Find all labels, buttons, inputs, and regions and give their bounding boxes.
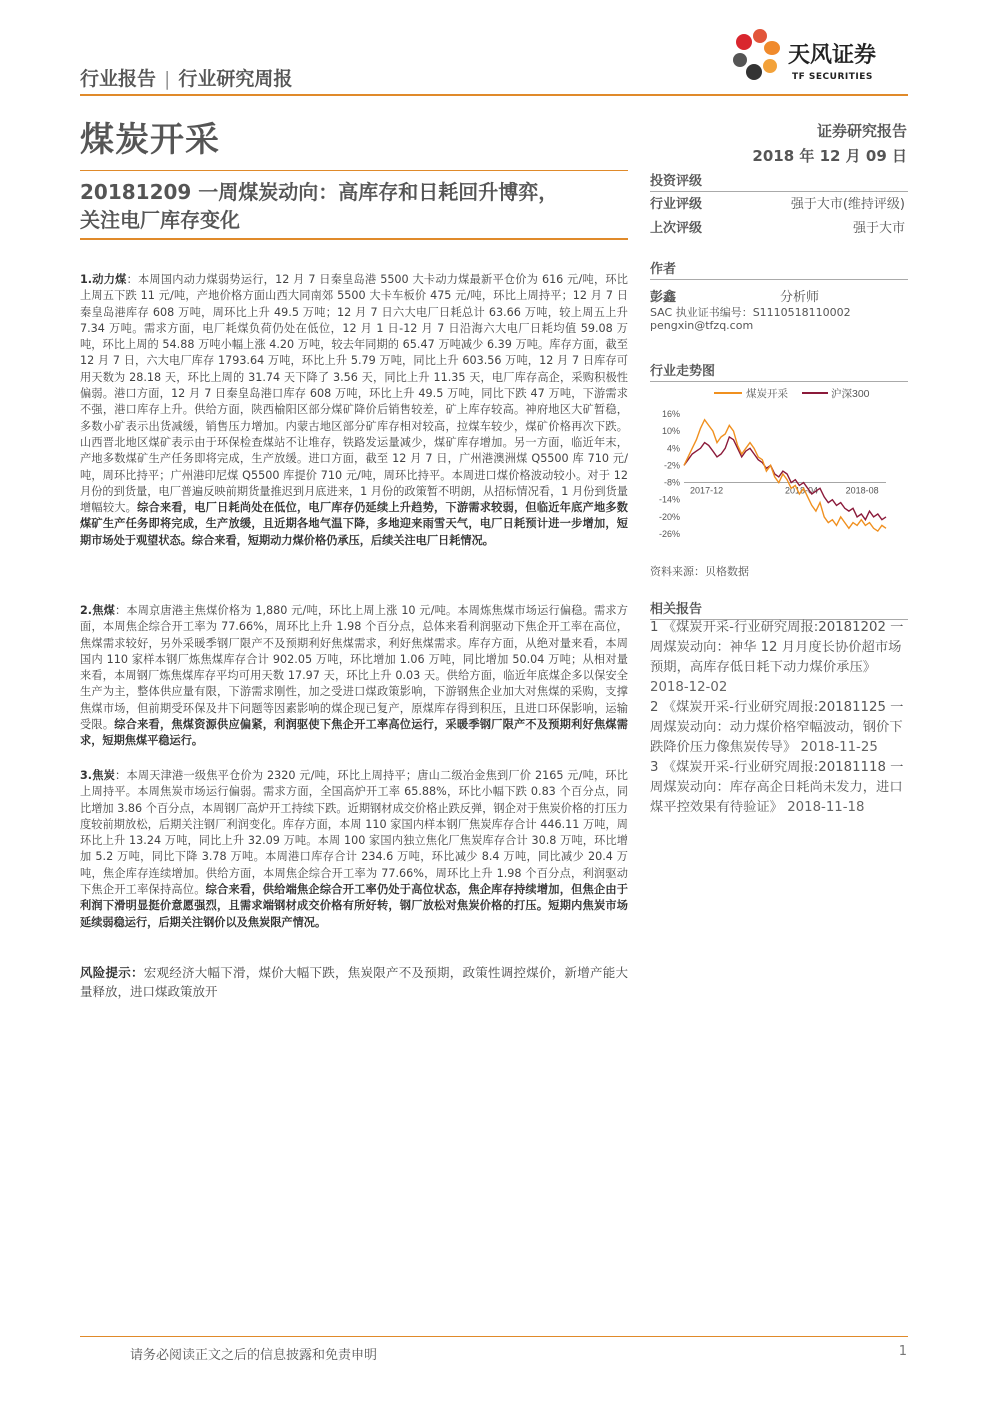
author-row (650, 286, 905, 305)
risk-text: 宏观经济大幅下滑，煤价大幅下跌，焦炭限产不及预期，政策性调控煤价，新增产能大量释放，进口煤政策放开 (80, 965, 628, 999)
sector-title: 煤炭开采 (80, 120, 220, 160)
author-name: 彭鑫 (650, 290, 677, 305)
para-text: ：本周国内动力煤弱势运行，12 月 7 日秦皇岛港 5500 大卡动力煤最新平仓价为 616 元/吨，环比上周五下跌 11 元/吨，产地价格方面山西大同南郊 5500 大卡车板价 475 元/吨，环比上周持平；12 月 7 日秦皇岛港库存 608 万吨，周环比上升 49.5 万吨；12 月 7 日六大电厂日耗总计 63.66 万吨，较上周五上升 7.34 万吨。需求方面，电厂耗煤负荷仍处在低位，12 月 1 日-12 月 7 日沿海六大电厂日耗均值 59.08 万吨，环比上周的 54.88 万吨小幅上涨 4.20 万吨，较去年同期的 65.47 万吨减少 6.39 万吨。库存方面，截至 12 月 7 日，六大电厂库存 1793.64 万吨，环比上升 5.79 万吨，同比上升 603.56 万吨，12 月 7 日库存可用天数为 28.18 天，环比上周的 31.74 天下降了 3.56 天，同比上升 11.35 天，电厂库存高企，采购积极性偏弱。港口方面，12 月 7 日秦皇岛港口库存 608 万吨，环比上升 49.5 万吨，同比下跌 47 万吨，下游需求不强，港口库存上升。供给方面，陕西榆阳区部分煤矿降价后销售较差，矿上库存较高。神府地区大矿暂稳，多数小矿表示出货减缓，销售压力增加。内蒙古地区部分矿库存相对较高，拉煤车较少，煤矿价格再次下跌。山西晋北地区煤矿表示由于环保检查煤站不让堆存，铁路发运量减少，煤矿库存增加。另一方面，临近年末，产地多数煤矿生产任务即将完成，生产放缓。进口方面，截至 12 月 7 日，广州港澳洲煤 Q5500 库 710 元/吨，周环比持平；广州港印尼煤 Q5500 库提价 710 元/吨，周环比持平。本周进口煤价格波动较小。对于 12 月份的到货量，电厂普遍反映前期货量推迟到月底进来，1 月份的政策暂不明朗，从招标情况看，1 月份到货量增幅较大。 (80, 273, 628, 515)
category-label: 行业报告 (80, 68, 157, 90)
y-tick-label: -20% (658, 511, 680, 522)
para-text: ：本周天津港一级焦平仓价为 2320 元/吨，环比上周持平；唐山二级冶金焦到厂价 2165 元/吨，环比上周持平。本周焦炭市场运行偏弱。需求方面，全国高炉开工率 65.88%，环比小幅下跌 0.83 个百分点，同比增加 3.86 个百分点，本周钢厂高炉开工持续下跌。近期钢材成交价格止跌反弹，钢企对于焦炭价格的打压力度较前期放松，后期关注钢厂利润变化。库存方面，本周 110 家国内样本钢厂焦炭库存合计 446.11 万吨，周环比上升 13.24 万吨，同比上升 32.09 万吨。本周 100 家国内独立焦化厂焦炭库存合计 30.8 万吨，环比增加 5.2 万吨，同比下降 3.78 万吨。本周港口库存合计 234.6 万吨，环比减少 8.4 万吨，同比减少 20.4 万吨，焦企库存连续增加。供给方面，本周焦企综合开工率为 77.66%，周环比上升 1.98 个百分点，利润驱动下焦企开工率保持高位。 (80, 769, 628, 897)
risk-label: 风险提示： (80, 965, 144, 980)
y-tick-label: -26% (658, 529, 680, 539)
chart-series (684, 420, 886, 531)
prev-rating-row (650, 217, 905, 236)
brand-name-cn: 天风证券 (788, 43, 877, 68)
para-conclusion: 综合来看，供给端焦企综合开工率仍处于高位状态，焦企库存持续增加，但焦企由于利润下滑明显挺价意愿强烈，且需求端钢材成交价格有所好转，钢厂放松对焦炭价格的打压。短期内焦炭市场延续弱稳运行，后期关注钢价以及焦炭限产情况。 (80, 883, 628, 929)
legend-label-hs300: 沪深300 (831, 388, 870, 400)
separator: | (164, 68, 171, 90)
para-conclusion: 综合来看，焦煤资源供应偏紧，利润驱使下焦企开工率高位运行，采暖季钢厂限产不及预期利好焦煤需求，短期焦煤平稳运行。 (80, 718, 628, 748)
x-tick-label: 2017-12 (690, 485, 724, 496)
related-report-item[interactable]: 1 《煤炭开采-行业研究周报:20181202 一周煤炭动向：神华 12 月月度长协价超市场预期，高库存低日耗下动力煤价承压》 2018-12-02 (650, 620, 904, 695)
related-report-item[interactable]: 2 《煤炭开采-行业研究周报:20181125 一周煤炭动向：动力煤价格窄幅波动，钢价下跌降价压力像焦炭传导》 2018-11-25 (650, 700, 904, 755)
brand-name-en: TF SECURITIES (792, 72, 873, 82)
related-reports-list (650, 618, 908, 818)
chart-heading: 行业走势图 (650, 360, 908, 382)
paragraph-thermal-coal (80, 272, 628, 549)
chart-source: 资料来源：贝格数据 (650, 565, 749, 578)
page-number: 1 (898, 1344, 907, 1359)
y-tick-label: -8% (663, 477, 680, 488)
chart-legend (714, 387, 870, 400)
prev-rating-label: 上次评级 (650, 221, 703, 236)
paragraph-coking-coal (80, 603, 628, 750)
title-top-rule (80, 170, 628, 171)
author-heading: 作者 (650, 258, 908, 280)
industry-rating-label: 行业评级 (650, 197, 703, 212)
para-text: ：本周京唐港主焦煤价格为 1,880 元/吨，环比上周上涨 10 元/吨。本周炼焦煤市场运行偏稳。需求方面，本周焦企综合开工率为 77.66%，周环比上升 1.98 个百分点，总体来看利润驱动下焦企开工率在高位，焦煤需求较好，另外采暖季钢厂限产不及预期利好焦煤需求，利好焦煤需求。库存方面，从绝对量来看，本周国内 110 家样本钢厂炼焦煤库存合计 902.05 万吨，环比增加 1.06 万吨，同比增加 50.04 万吨；从相对量来看，本周钢厂炼焦煤库存平均可用天数 17.97 天，环比上升 0.03 天。供给方面，临近年底煤企多以保安全生产为主，整体供应量有限，下游需求刚性，加之受进口煤政策影响，下游钢焦企业加大对焦煤的采购，支撑焦煤市场，但前期受环保及井下问题等因素影响的煤企现已复产，原煤库存得到积压，且进口环保影响，运输受限。 (80, 604, 628, 732)
report-type: 证券研究报告 (816, 122, 907, 140)
title-bottom-rule (80, 238, 628, 240)
risk-warning (80, 963, 628, 1001)
industry-rating-value: 强于大市(维持评级) (790, 197, 905, 212)
footer-disclaimer: 请务必阅读正文之后的信息披露和免责申明 (130, 1348, 378, 1363)
y-axis-ticks (659, 409, 886, 539)
title-line-1: 20181209 一周煤炭动向：高库存和日耗回升博弈， (80, 180, 559, 204)
subcategory-label: 行业研究周报 (178, 68, 293, 90)
legend-label-coal: 煤炭开采 (746, 388, 788, 400)
y-tick-label: 10% (661, 426, 680, 437)
industry-rating-row (650, 193, 905, 212)
report-category (80, 64, 292, 91)
x-tick-label: 2018-04 (785, 485, 819, 496)
series-line (684, 437, 886, 520)
report-date: 2018 年 12 月 09 日 (752, 147, 907, 165)
rating-heading: 投资评级 (650, 170, 908, 192)
author-email[interactable]: pengxin@tfzq.com (650, 319, 754, 332)
report-title (80, 178, 628, 234)
footer-divider (80, 1336, 908, 1337)
para-label: 3.焦炭 (80, 769, 116, 782)
industry-trend-chart (650, 382, 908, 557)
logo-flower-icon (730, 28, 786, 86)
x-axis-ticks (690, 486, 879, 496)
para-label: 1.动力煤 (80, 273, 127, 286)
author-cert: SAC 执业证书编号：S1110518110002 (650, 306, 851, 319)
y-tick-label: -14% (658, 494, 680, 505)
y-tick-label: -2% (663, 460, 680, 471)
y-tick-label: 16% (661, 409, 680, 419)
related-report-item[interactable]: 3 《煤炭开采-行业研究周报:20181118 一周煤炭动向：库存高企日耗尚未发力，进口煤平控效果有待验证》 2018-11-18 (650, 760, 904, 815)
y-tick-label: 4% (666, 443, 680, 454)
related-heading: 相关报告 (650, 598, 908, 620)
header-divider (80, 94, 908, 96)
author-role: 分析师 (780, 290, 820, 305)
para-conclusion: 综合来看，电厂日耗尚处在低位，电厂库存仍延续上升趋势，下游需求较弱，但临近年底产地多数煤矿生产任务即将完成，生产放缓，且近期各地气温下降，多地迎来雨雪天气，电厂日耗预计进一步增加，短期市场处于观望状态。综合来看，短期动力煤价格仍承压，后续关注电厂日耗情况。 (80, 501, 628, 547)
title-line-2: 关注电厂库存变化 (80, 208, 240, 232)
prev-rating-value: 强于大市 (852, 221, 905, 236)
para-label: 2.焦煤 (80, 604, 115, 617)
x-tick-label: 2018-08 (845, 485, 879, 496)
paragraph-coke (80, 768, 628, 931)
brand-logo (730, 28, 910, 88)
